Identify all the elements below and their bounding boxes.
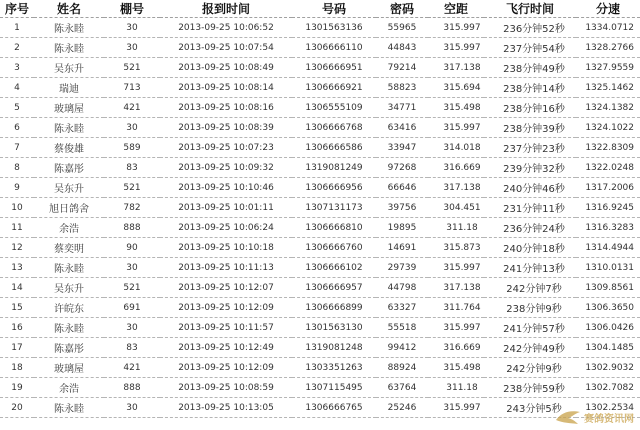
- cell-distance: 317.138: [428, 178, 484, 198]
- cell-distance: 304.451: [428, 198, 484, 218]
- cell-password: 63764: [376, 378, 428, 398]
- cell-distance: 311.18: [428, 218, 484, 238]
- cell-speed: 1302.2534: [576, 398, 640, 418]
- cell-index: 17: [0, 338, 34, 358]
- cell-arrival-time: 2013-09-25 10:11:57: [160, 318, 292, 338]
- cell-distance: 317.138: [428, 278, 484, 298]
- cell-ring-number: 1306666765: [292, 398, 376, 418]
- cell-password: 19895: [376, 218, 428, 238]
- cell-distance: 316.669: [428, 338, 484, 358]
- header-col-password: 密码: [376, 0, 428, 18]
- cell-speed: 1324.1382: [576, 98, 640, 118]
- cell-flight-time: 243分钟5秒: [484, 398, 576, 418]
- cell-index: 1: [0, 18, 34, 38]
- cell-distance: 315.997: [428, 398, 484, 418]
- header-col-index: 序号: [0, 0, 34, 18]
- cell-flight-time: 242分钟9秒: [484, 358, 576, 378]
- cell-index: 10: [0, 198, 34, 218]
- table-header-row: [0, 0, 640, 18]
- cell-ring-number: 1306666957: [292, 278, 376, 298]
- cell-flight-time: 239分钟32秒: [484, 158, 576, 178]
- cell-speed: 1334.0712: [576, 18, 640, 38]
- table-row: [0, 118, 640, 138]
- cell-speed: 1324.1022: [576, 118, 640, 138]
- table-row: [0, 78, 640, 98]
- cell-speed: 1304.1485: [576, 338, 640, 358]
- cell-speed: 1322.8309: [576, 138, 640, 158]
- cell-flight-time: 238分钟14秒: [484, 78, 576, 98]
- cell-password: 79214: [376, 58, 428, 78]
- cell-flight-time: 242分钟49秒: [484, 338, 576, 358]
- cell-loft: 30: [104, 118, 160, 138]
- cell-name: 吴东升: [34, 58, 104, 78]
- cell-index: 13: [0, 258, 34, 278]
- cell-index: 5: [0, 98, 34, 118]
- cell-speed: 1310.0131: [576, 258, 640, 278]
- cell-password: 97268: [376, 158, 428, 178]
- cell-name: 陈永睦: [34, 258, 104, 278]
- cell-name: 陈永睦: [34, 38, 104, 58]
- cell-flight-time: 231分钟11秒: [484, 198, 576, 218]
- cell-name: 陈永睦: [34, 18, 104, 38]
- table-row: [0, 358, 640, 378]
- table-row: [0, 298, 640, 318]
- cell-flight-time: 238分钟49秒: [484, 58, 576, 78]
- cell-arrival-time: 2013-09-25 10:08:14: [160, 78, 292, 98]
- cell-loft: 888: [104, 378, 160, 398]
- cell-flight-time: 236分钟24秒: [484, 218, 576, 238]
- cell-ring-number: 1306666956: [292, 178, 376, 198]
- header-col-arrival-time: 报到时间: [160, 0, 292, 18]
- cell-password: 25246: [376, 398, 428, 418]
- cell-arrival-time: 2013-09-25 10:10:18: [160, 238, 292, 258]
- header-col-name: 姓名: [34, 0, 104, 18]
- cell-index: 19: [0, 378, 34, 398]
- cell-index: 8: [0, 158, 34, 178]
- cell-arrival-time: 2013-09-25 10:11:13: [160, 258, 292, 278]
- cell-distance: 315.997: [428, 38, 484, 58]
- cell-loft: 421: [104, 358, 160, 378]
- cell-flight-time: 237分钟54秒: [484, 38, 576, 58]
- table-row: [0, 58, 640, 78]
- cell-arrival-time: 2013-09-25 10:06:24: [160, 218, 292, 238]
- cell-index: 14: [0, 278, 34, 298]
- cell-index: 2: [0, 38, 34, 58]
- cell-ring-number: 1307131173: [292, 198, 376, 218]
- table-row: [0, 338, 640, 358]
- cell-name: 陈嘉彤: [34, 158, 104, 178]
- cell-index: 12: [0, 238, 34, 258]
- cell-ring-number: 1306666951: [292, 58, 376, 78]
- cell-index: 15: [0, 298, 34, 318]
- cell-password: 55518: [376, 318, 428, 338]
- cell-speed: 1316.9245: [576, 198, 640, 218]
- cell-flight-time: 240分钟18秒: [484, 238, 576, 258]
- cell-arrival-time: 2013-09-25 10:10:46: [160, 178, 292, 198]
- table-row: [0, 98, 640, 118]
- cell-loft: 90: [104, 238, 160, 258]
- cell-index: 16: [0, 318, 34, 338]
- cell-ring-number: 1319081249: [292, 158, 376, 178]
- cell-index: 4: [0, 78, 34, 98]
- cell-distance: 315.997: [428, 118, 484, 138]
- cell-flight-time: 241分钟13秒: [484, 258, 576, 278]
- cell-ring-number: 1319081248: [292, 338, 376, 358]
- cell-ring-number: 1306666768: [292, 118, 376, 138]
- cell-name: 陈永睦: [34, 118, 104, 138]
- cell-loft: 421: [104, 98, 160, 118]
- cell-password: 58823: [376, 78, 428, 98]
- cell-name: 蔡奕明: [34, 238, 104, 258]
- table-row: [0, 138, 640, 158]
- table-row: [0, 278, 640, 298]
- cell-password: 63327: [376, 298, 428, 318]
- table-row: [0, 378, 640, 398]
- cell-password: 33947: [376, 138, 428, 158]
- cell-flight-time: 238分钟9秒: [484, 298, 576, 318]
- cell-distance: 315.873: [428, 238, 484, 258]
- cell-ring-number: 1306555109: [292, 98, 376, 118]
- cell-loft: 30: [104, 258, 160, 278]
- cell-speed: 1309.8561: [576, 278, 640, 298]
- cell-index: 11: [0, 218, 34, 238]
- header-col-flight-time: 飞行时间: [484, 0, 576, 18]
- header-col-loft: 棚号: [104, 0, 160, 18]
- cell-name: 余浩: [34, 218, 104, 238]
- cell-name: 吴东升: [34, 278, 104, 298]
- cell-arrival-time: 2013-09-25 10:06:52: [160, 18, 292, 38]
- cell-arrival-time: 2013-09-25 10:07:23: [160, 138, 292, 158]
- table-row: [0, 158, 640, 178]
- table-row: [0, 178, 640, 198]
- table-row: [0, 258, 640, 278]
- cell-name: 陈永睦: [34, 318, 104, 338]
- cell-flight-time: 238分钟16秒: [484, 98, 576, 118]
- table-body: [0, 18, 640, 418]
- cell-speed: 1306.3650: [576, 298, 640, 318]
- cell-password: 66646: [376, 178, 428, 198]
- cell-ring-number: 1303351263: [292, 358, 376, 378]
- watermark: [554, 408, 634, 426]
- cell-ring-number: 1306666921: [292, 78, 376, 98]
- cell-flight-time: 238分钟59秒: [484, 378, 576, 398]
- cell-loft: 521: [104, 58, 160, 78]
- cell-speed: 1322.0248: [576, 158, 640, 178]
- cell-index: 9: [0, 178, 34, 198]
- cell-speed: 1302.9032: [576, 358, 640, 378]
- cell-loft: 521: [104, 178, 160, 198]
- cell-loft: 691: [104, 298, 160, 318]
- cell-name: 瑞迪: [34, 78, 104, 98]
- cell-arrival-time: 2013-09-25 10:08:59: [160, 378, 292, 398]
- cell-ring-number: 1306666586: [292, 138, 376, 158]
- cell-distance: 316.669: [428, 158, 484, 178]
- cell-loft: 589: [104, 138, 160, 158]
- cell-distance: 315.997: [428, 318, 484, 338]
- cell-loft: 30: [104, 38, 160, 58]
- cell-ring-number: 1306666102: [292, 258, 376, 278]
- cell-index: 20: [0, 398, 34, 418]
- cell-name: 许皖东: [34, 298, 104, 318]
- cell-index: 3: [0, 58, 34, 78]
- cell-distance: 315.997: [428, 18, 484, 38]
- cell-password: 44843: [376, 38, 428, 58]
- cell-speed: 1327.9559: [576, 58, 640, 78]
- cell-arrival-time: 2013-09-25 10:07:54: [160, 38, 292, 58]
- cell-name: 蔡俊雄: [34, 138, 104, 158]
- cell-speed: 1325.1462: [576, 78, 640, 98]
- cell-arrival-time: 2013-09-25 10:01:11: [160, 198, 292, 218]
- table-row: [0, 38, 640, 58]
- cell-distance: 315.997: [428, 258, 484, 278]
- cell-ring-number: 1307115495: [292, 378, 376, 398]
- cell-password: 55965: [376, 18, 428, 38]
- cell-arrival-time: 2013-09-25 10:08:49: [160, 58, 292, 78]
- cell-arrival-time: 2013-09-25 10:12:09: [160, 298, 292, 318]
- table-row: [0, 238, 640, 258]
- cell-index: 18: [0, 358, 34, 378]
- cell-arrival-time: 2013-09-25 10:08:39: [160, 118, 292, 138]
- table-row: [0, 218, 640, 238]
- cell-arrival-time: 2013-09-25 10:13:05: [160, 398, 292, 418]
- cell-ring-number: 1301563136: [292, 18, 376, 38]
- cell-ring-number: 1301563130: [292, 318, 376, 338]
- cell-password: 29739: [376, 258, 428, 278]
- cell-speed: 1314.4944: [576, 238, 640, 258]
- cell-password: 63416: [376, 118, 428, 138]
- cell-speed: 1328.2766: [576, 38, 640, 58]
- cell-password: 99412: [376, 338, 428, 358]
- cell-loft: 83: [104, 338, 160, 358]
- cell-password: 88924: [376, 358, 428, 378]
- table-row: [0, 398, 640, 418]
- cell-index: 6: [0, 118, 34, 138]
- cell-name: 余浩: [34, 378, 104, 398]
- cell-ring-number: 1306666760: [292, 238, 376, 258]
- cell-loft: 83: [104, 158, 160, 178]
- cell-arrival-time: 2013-09-25 10:09:32: [160, 158, 292, 178]
- cell-loft: 30: [104, 318, 160, 338]
- header-col-distance: 空距: [428, 0, 484, 18]
- cell-password: 44798: [376, 278, 428, 298]
- cell-speed: 1302.7082: [576, 378, 640, 398]
- header-col-speed: 分速: [576, 0, 640, 18]
- cell-password: 34771: [376, 98, 428, 118]
- cell-arrival-time: 2013-09-25 10:12:49: [160, 338, 292, 358]
- cell-loft: 713: [104, 78, 160, 98]
- cell-ring-number: 1306666110: [292, 38, 376, 58]
- table-row: [0, 198, 640, 218]
- cell-name: 玻璃屋: [34, 358, 104, 378]
- cell-name: 旭日鸽舍: [34, 198, 104, 218]
- cell-distance: 315.498: [428, 358, 484, 378]
- cell-loft: 30: [104, 18, 160, 38]
- cell-loft: 782: [104, 198, 160, 218]
- cell-distance: 315.498: [428, 98, 484, 118]
- cell-flight-time: 238分钟39秒: [484, 118, 576, 138]
- cell-distance: 315.694: [428, 78, 484, 98]
- cell-arrival-time: 2013-09-25 10:12:07: [160, 278, 292, 298]
- cell-name: 吴东升: [34, 178, 104, 198]
- cell-name: 陈永睦: [34, 398, 104, 418]
- cell-loft: 521: [104, 278, 160, 298]
- cell-speed: 1316.3283: [576, 218, 640, 238]
- table-row: [0, 18, 640, 38]
- cell-speed: 1317.2006: [576, 178, 640, 198]
- cell-password: 14691: [376, 238, 428, 258]
- cell-password: 39756: [376, 198, 428, 218]
- cell-flight-time: 241分钟57秒: [484, 318, 576, 338]
- cell-name: 玻璃屋: [34, 98, 104, 118]
- cell-distance: 311.18: [428, 378, 484, 398]
- cell-loft: 30: [104, 398, 160, 418]
- cell-distance: 317.138: [428, 58, 484, 78]
- cell-ring-number: 1306666810: [292, 218, 376, 238]
- watermark-text: 赛鸽资讯网: [584, 413, 634, 425]
- cell-index: 7: [0, 138, 34, 158]
- cell-arrival-time: 2013-09-25 10:12:09: [160, 358, 292, 378]
- table-row: [0, 318, 640, 338]
- cell-flight-time: 240分钟46秒: [484, 178, 576, 198]
- cell-distance: 314.018: [428, 138, 484, 158]
- cell-flight-time: 237分钟23秒: [484, 138, 576, 158]
- cell-speed: 1306.0426: [576, 318, 640, 338]
- header-col-ring-number: 号码: [292, 0, 376, 18]
- cell-flight-time: 242分钟7秒: [484, 278, 576, 298]
- cell-distance: 311.764: [428, 298, 484, 318]
- cell-flight-time: 236分钟52秒: [484, 18, 576, 38]
- cell-arrival-time: 2013-09-25 10:08:16: [160, 98, 292, 118]
- cell-loft: 888: [104, 218, 160, 238]
- pigeon-logo-icon: [554, 408, 582, 426]
- cell-name: 陈嘉彤: [34, 338, 104, 358]
- cell-ring-number: 1306666899: [292, 298, 376, 318]
